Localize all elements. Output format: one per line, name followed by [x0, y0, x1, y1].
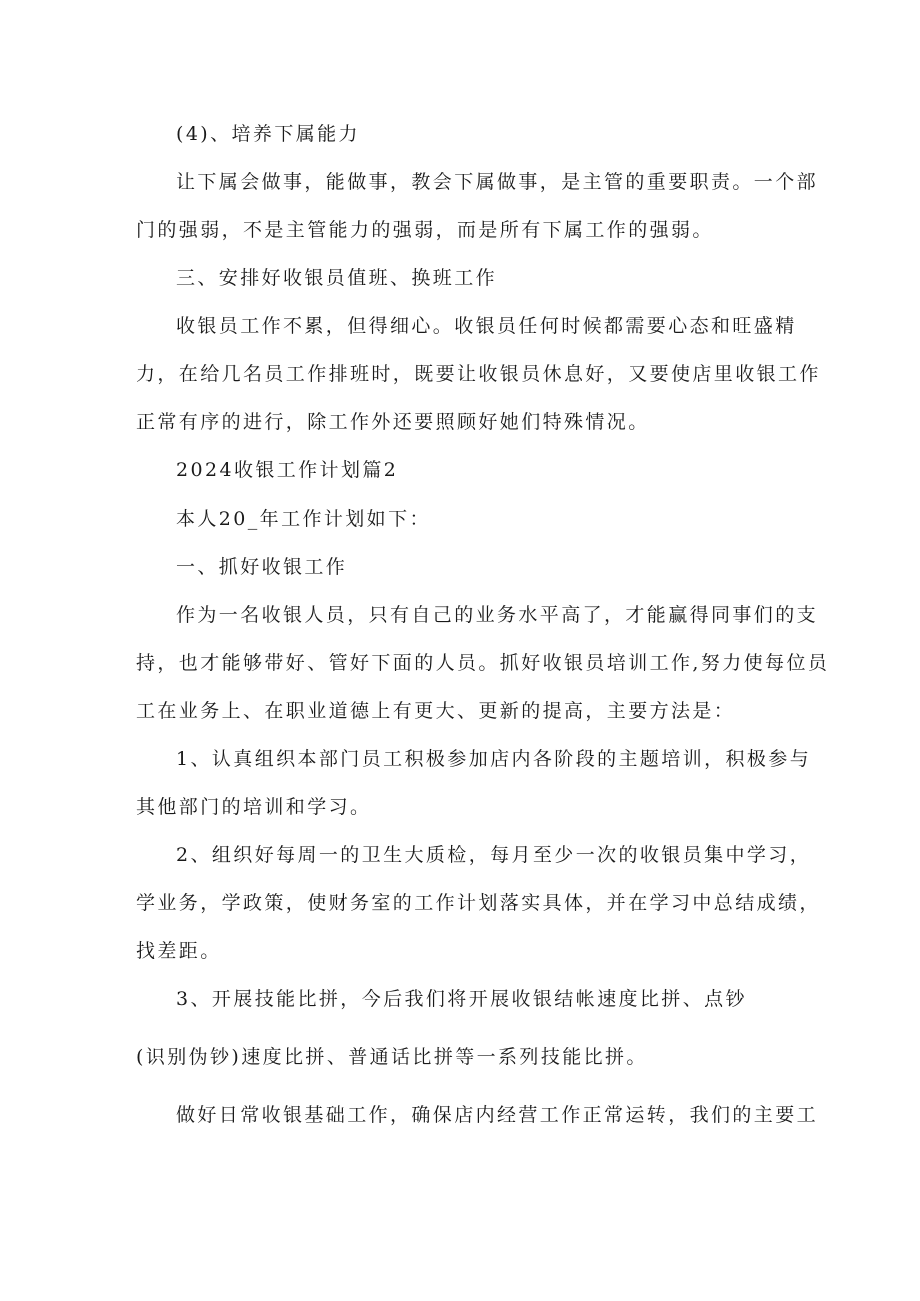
section-heading-train-subordinates: (4)、培养下属能力 — [176, 123, 360, 145]
paragraph-line: 找差距。 — [136, 940, 222, 962]
section-heading-cashier-shifts: 三、安排好收银员值班、换班工作 — [176, 267, 498, 289]
paragraph-line: 做好日常收银基础工作，确保店内经营工作正常运转，我们的主要工 — [176, 1104, 819, 1126]
paragraph-line: 力，在给几名员工作排班时，既要让收银员休息好，又要使店里收银工作 — [136, 363, 821, 385]
paragraph-line: 持，也才能够带好、管好下面的人员。抓好收银员培训工作,努力使每位员 — [136, 652, 830, 674]
paragraph-line: 作为一名收银人员，只有自己的业务水平高了，才能赢得同事们的支 — [176, 604, 819, 626]
paragraph-line: 门的强弱，不是主管能力的强弱，而是所有下属工作的强弱。 — [136, 219, 714, 241]
paragraph-line: 工在业务上、在职业道德上有更大、更新的提高，主要方法是： — [136, 700, 736, 722]
paragraph-line: (识别伪钞)速度比拼、普通话比拼等一系列技能比拼。 — [136, 1046, 648, 1068]
list-item-1: 1、认真组织本部门员工积极参加店内各阶段的主题培训，积极参与 — [176, 748, 812, 770]
paragraph-line: 学业务，学政策，使财务室的工作计划落实具体，并在学习中总结成绩， — [136, 892, 821, 914]
paragraph-line: 让下属会做事，能做事，教会下属做事，是主管的重要职责。一个部 — [176, 171, 819, 193]
paragraph-line: 收银员工作不累，但得细心。收银员任何时候都需要心态和旺盛精 — [176, 315, 797, 337]
paragraph-line: 正常有序的进行，除工作外还要照顾好她们特殊情况。 — [136, 411, 650, 433]
article-title: 2024收银工作计划篇2 — [176, 459, 399, 481]
paragraph-line: 其他部门的培训和学习。 — [136, 796, 372, 818]
list-item-2: 2、组织好每周一的卫生大质检，每月至少一次的收银员集中学习， — [176, 844, 812, 866]
list-item-3: 3、开展技能比拼，今后我们将开展收银结帐速度比拼、点钞 — [176, 988, 747, 1010]
intro-line: 本人20_年工作计划如下： — [176, 508, 431, 530]
section-heading-cashier-work: 一、抓好收银工作 — [176, 556, 348, 578]
